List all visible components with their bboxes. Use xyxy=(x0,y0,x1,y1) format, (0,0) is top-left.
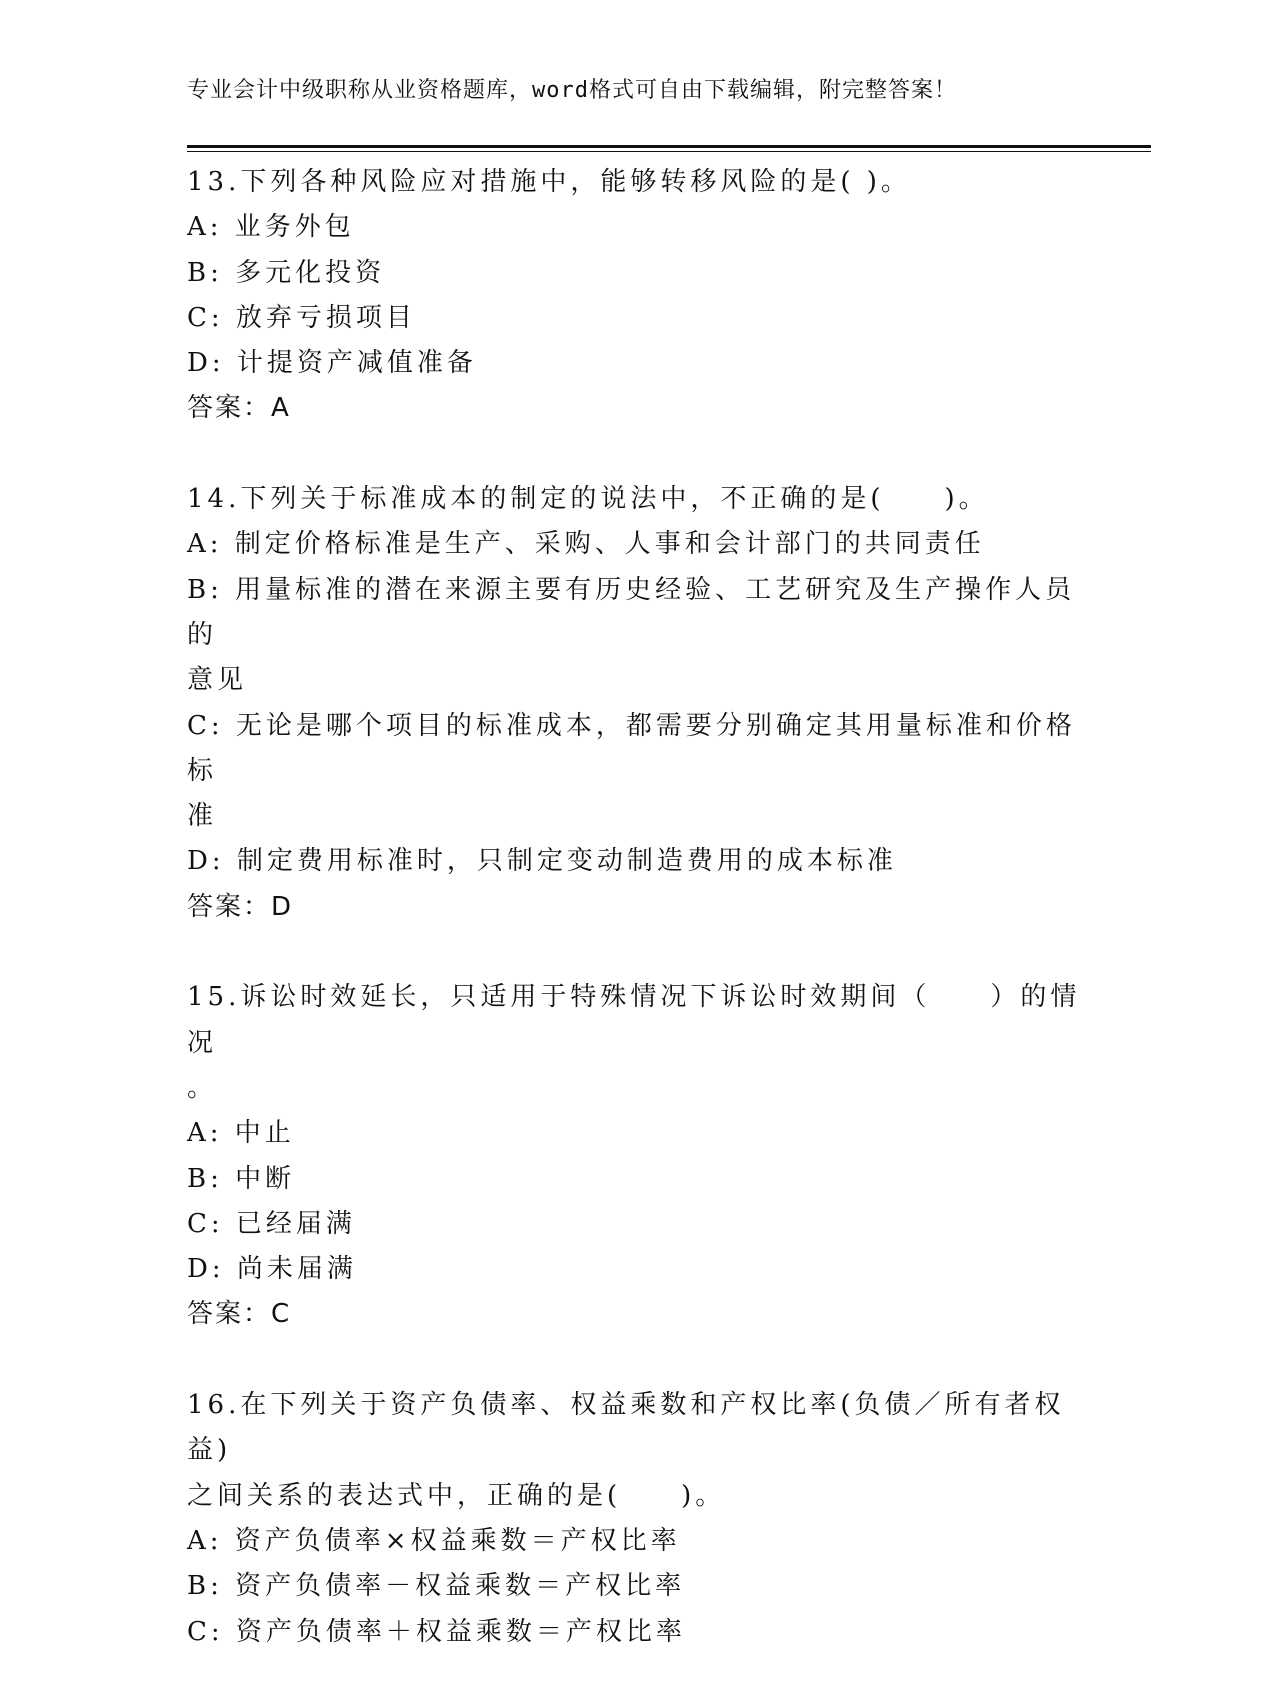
answer-option: 意见 xyxy=(187,665,248,696)
question-block xyxy=(187,477,1087,930)
answer-option: C: 已经届满 xyxy=(187,1208,356,1239)
answer-option: C: 无论是哪个项目的标准成本，都需要分别确定其用量标准和价格标 xyxy=(187,710,1076,786)
question-stem: 13.下列各种风险应对措施中，能够转移风险的是( )。 xyxy=(187,167,911,197)
answer-key: 答案：D xyxy=(187,891,294,922)
page-header: 专业会计中级职称从业资格题库，word格式可自由下载编辑，附完整答案！ xyxy=(187,78,957,103)
answer-option: B: 用量标准的潜在来源主要有历史经验、工艺研究及生产操作人员的 xyxy=(187,574,1076,650)
answer-option: B: 资产负债率－权益乘数＝产权比率 xyxy=(187,1571,686,1602)
header-rule-thin xyxy=(187,151,1151,152)
question-stem: 15.诉讼时效延长，只适用于特殊情况下诉讼时效期间（ ）的情况 xyxy=(187,982,1081,1058)
answer-key: 答案：C xyxy=(187,1299,292,1330)
question-block xyxy=(187,160,1087,432)
answer-option: D: 制定费用标准时，只制定变动制造费用的成本标准 xyxy=(187,846,897,877)
answer-option: D: 计提资产减值准备 xyxy=(187,348,477,379)
answer-option: A: 中止 xyxy=(187,1118,295,1149)
answer-option: A: 制定价格标准是生产、采购、人事和会计部门的共同责任 xyxy=(187,529,985,560)
answer-option: C: 资产负债率＋权益乘数＝产权比率 xyxy=(187,1616,686,1647)
question-block xyxy=(187,975,1087,1337)
question-block xyxy=(187,1383,1087,1655)
answer-option: B: 多元化投资 xyxy=(187,257,386,288)
question-list xyxy=(187,160,1087,1700)
answer-option: B: 中断 xyxy=(187,1163,296,1194)
question-stem: 14.下列关于标准成本的制定的说法中，不正确的是( )。 xyxy=(187,484,989,515)
answer-key: 答案：A xyxy=(187,393,291,424)
question-stem: 。 xyxy=(187,1072,218,1103)
question-stem: 16.在下列关于资产负债率、权益乘数和产权比率(负债／所有者权益) xyxy=(187,1390,1065,1466)
question-stem: 之间关系的表达式中，正确的是( )。 xyxy=(187,1480,726,1511)
answer-option: 准 xyxy=(187,801,218,832)
answer-option: A: 业务外包 xyxy=(187,212,355,243)
answer-option: D: 尚未届满 xyxy=(187,1254,357,1285)
answer-option: C: 放弃亏损项目 xyxy=(187,302,416,333)
header-rule-thick xyxy=(187,145,1151,148)
answer-option: A: 资产负债率×权益乘数＝产权比率 xyxy=(187,1525,681,1556)
